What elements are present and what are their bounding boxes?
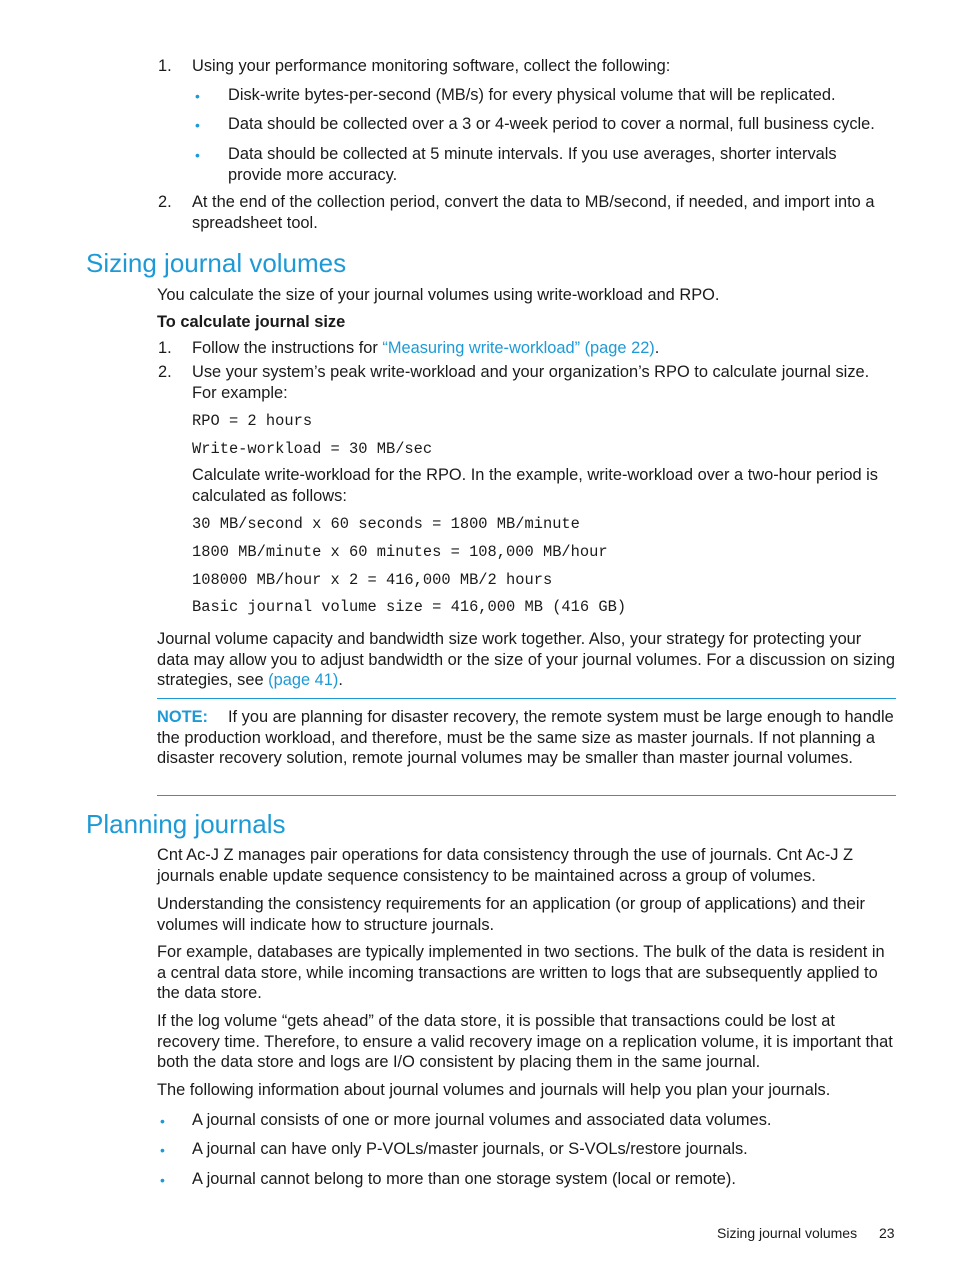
paragraph: Understanding the consistency requirements for an application (or group of applications) and their volumes will indicate how to structure journals. — [157, 895, 865, 934]
section-heading-planning: Planning journals — [86, 809, 286, 839]
list-item-text: Use your system’s peak write-workload and your organization’s RPO to calculate journal size. For example: — [192, 363, 870, 402]
section-heading-sizing: Sizing journal volumes — [86, 248, 347, 278]
procedure-title: To calculate journal size — [157, 313, 346, 331]
bullet-icon: • — [195, 88, 200, 104]
paragraph: For example, databases are typically implemented in two sections. The bulk of the data is resident in a central data store, while incoming transactions are written to logs that are subsequently applied to the data store. — [157, 943, 885, 1002]
calc-text: Calculate write-workload for the RPO. In the example, write-workload over a two-hour period is calculated as follows: — [192, 466, 878, 505]
note-box — [157, 707, 897, 769]
list-item-text: At the end of the collection period, convert the data to MB/second, if needed, and import into a spreadsheet tool. — [192, 193, 875, 232]
note-label: NOTE: — [157, 708, 208, 726]
code-line: Basic journal volume size = 416,000 MB (416 GB) — [192, 598, 627, 616]
code-line: 1800 MB/minute x 60 minutes = 108,000 MB/hour — [192, 543, 608, 561]
bullet-icon: • — [195, 117, 200, 133]
paragraph: Cnt Ac-J Z manages pair operations for data consistency through the use of journals. Cnt Ac-J Z journals enable update sequence consistency to be maintained across a group of volumes. — [157, 846, 854, 885]
code-line: RPO = 2 hours — [192, 412, 313, 430]
list-number: 1. — [158, 57, 172, 75]
code-line: 30 MB/second x 60 seconds = 1800 MB/minute — [192, 515, 580, 533]
measuring-write-workload-link[interactable]: “Measuring write-workload” (page 22) — [382, 339, 655, 357]
code-line: Write-workload = 30 MB/sec — [192, 440, 433, 458]
bullet-icon: • — [160, 1172, 165, 1188]
list-number: 2. — [158, 193, 172, 211]
page-number: 23 — [879, 1225, 895, 1241]
list-item: Data should be collected over a 3 or 4-week period to cover a normal, full business cycle. — [228, 115, 875, 133]
list-item: A journal cannot belong to more than one storage system (local or remote). — [192, 1170, 736, 1188]
bullet-icon: • — [160, 1113, 165, 1129]
bullet-icon: • — [160, 1142, 165, 1158]
note-top-divider — [157, 698, 896, 699]
note-text: If you are planning for disaster recovery, the remote system must be large enough to handle the production workload, and therefore, must be the same size as master journals. If not planning a disaster recovery solution, remote journal volumes may be smaller than master journal volumes. — [157, 708, 894, 767]
sizing-intro: You calculate the size of your journal volumes using write-workload and RPO. — [157, 286, 720, 304]
list-item-text: Follow the instructions for “Measuring write-workload” (page 22). — [192, 339, 660, 357]
paragraph: If the log volume “gets ahead” of the data store, it is possible that transactions could be lost at recovery time. Therefore, to ensure a valid recovery image on a replication volume, it is important that both the data store and logs are I/O consistent by placing them in the same journal. — [157, 1012, 893, 1071]
bullet-icon: • — [195, 147, 200, 163]
list-item-text: Using your performance monitoring software, collect the following: — [192, 57, 671, 75]
footer-section-title: Sizing journal volumes — [717, 1225, 858, 1241]
list-number: 2. — [158, 363, 172, 381]
sizing-closing-paragraph: Journal volume capacity and bandwidth size work together. Also, your strategy for protecting your data may allow you to adjust bandwidth or the size of your journal volumes. For a discussion on sizing strategies, see (page 41). — [157, 630, 895, 689]
list-item: Data should be collected at 5 minute intervals. If you use averages, shorter intervals provide more accuracy. — [228, 145, 837, 184]
note-bottom-divider — [157, 795, 896, 796]
code-line: 108000 MB/hour x 2 = 416,000 MB/2 hours — [192, 571, 553, 589]
page-41-link[interactable]: (page 41) — [268, 671, 339, 689]
paragraph: The following information about journal volumes and journals will help you plan your journals. — [157, 1081, 831, 1099]
list-item: Disk-write bytes-per-second (MB/s) for every physical volume that will be replicated. — [228, 86, 836, 104]
list-item: A journal consists of one or more journal volumes and associated data volumes. — [192, 1111, 772, 1129]
list-number: 1. — [158, 339, 172, 357]
list-item: A journal can have only P-VOLs/master journals, or S-VOLs/restore journals. — [192, 1140, 748, 1158]
